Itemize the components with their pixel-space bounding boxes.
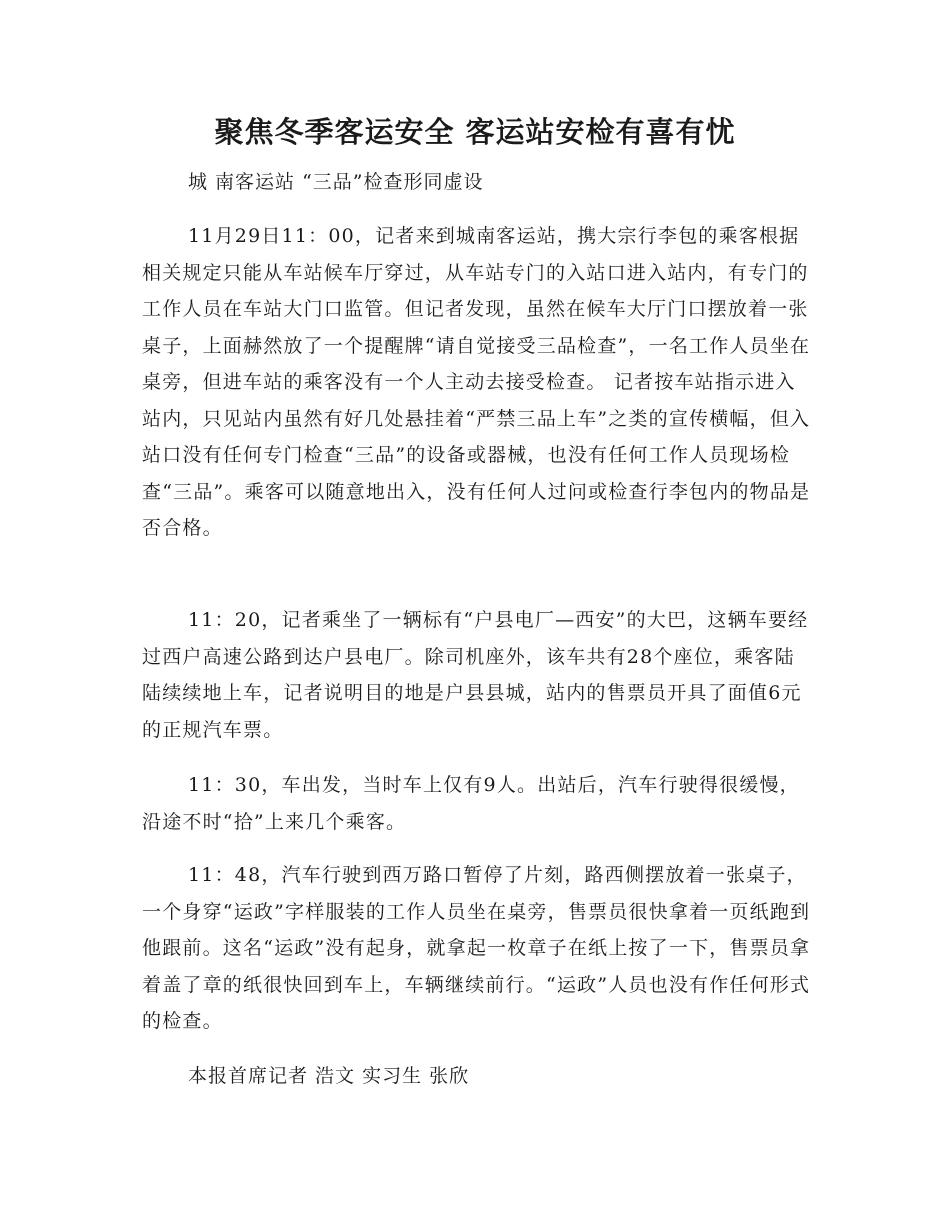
article-paragraph: 11：30，车出发，当时车上仅有9人。出站后，汽车行驶得很缓慢，沿途不时“拾”上来几个乘客。 [142,774,800,833]
article-paragraph: 11：48，汽车行驶到西万路口暂停了片刻，路西侧摆放着一张桌子，一个身穿“运政”字样服装的工作人员坐在桌旁，售票员很快拿着一页纸跑到他跟前。这名“运政”没有起身，就拿起一枚章子在纸上按了一下，售票员拿着盖了章的纸很快回到车上，车辆继续前行。“运政”人员也没有作任何形式的检查。 [142,864,811,1032]
article-title: 聚焦冬季客运安全 客运站安检有喜有忧 [214,115,736,149]
article-paragraph: 11月29日11：00，记者来到城南客运站，携大宗行李包的乘客根据相关规定只能从车站候车厅穿过，从车站专门的入站口进入站内，有专门的工作人员在车站大门口监管。但记者发现，虽然在候车大厅门口摆放着一张桌子，上面赫然放了一个提醒牌“请自觉接受三品检查”，一名工作人员坐在桌旁，但进车站的乘客没有一个人主动去接受检查。 记者按车站指示进入站内，只见站内虽然有好几处悬挂着“严禁三品上车”之类的宣传横幅，但入站口没有任何专门检查“三品”的设备或器械，也没有任何工作人员现场检查“三品”。乘客可以随意地出入，没有任何人过问或检查行李包内的物品是否合格。 [142,225,811,539]
article-byline: 本报首席记者 浩文 实习生 张欣 [188,1065,470,1087]
article-subtitle: 城 南客运站 “三品”检查形同虚设 [188,171,484,193]
article-paragraph: 11：20，记者乘坐了一辆标有“户县电厂—西安”的大巴，这辆车要经过西户高速公路到达户县电厂。除司机座外，该车共有28个座位，乘客陆陆续续地上车，记者说明目的地是户县县城，站内的售票员开具了面值6元的正规汽车票。 [142,609,809,741]
